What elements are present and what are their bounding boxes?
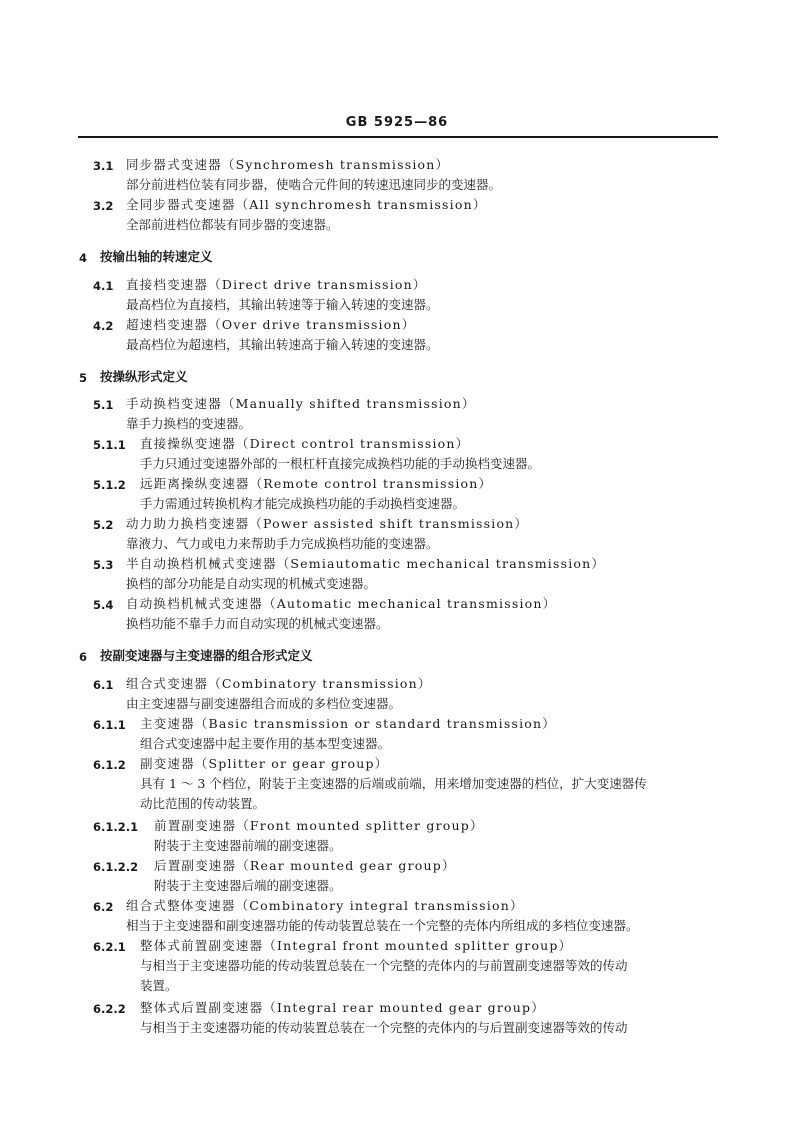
document-header-code: GB 5925—86 [345, 115, 449, 130]
header-rule [78, 136, 718, 138]
